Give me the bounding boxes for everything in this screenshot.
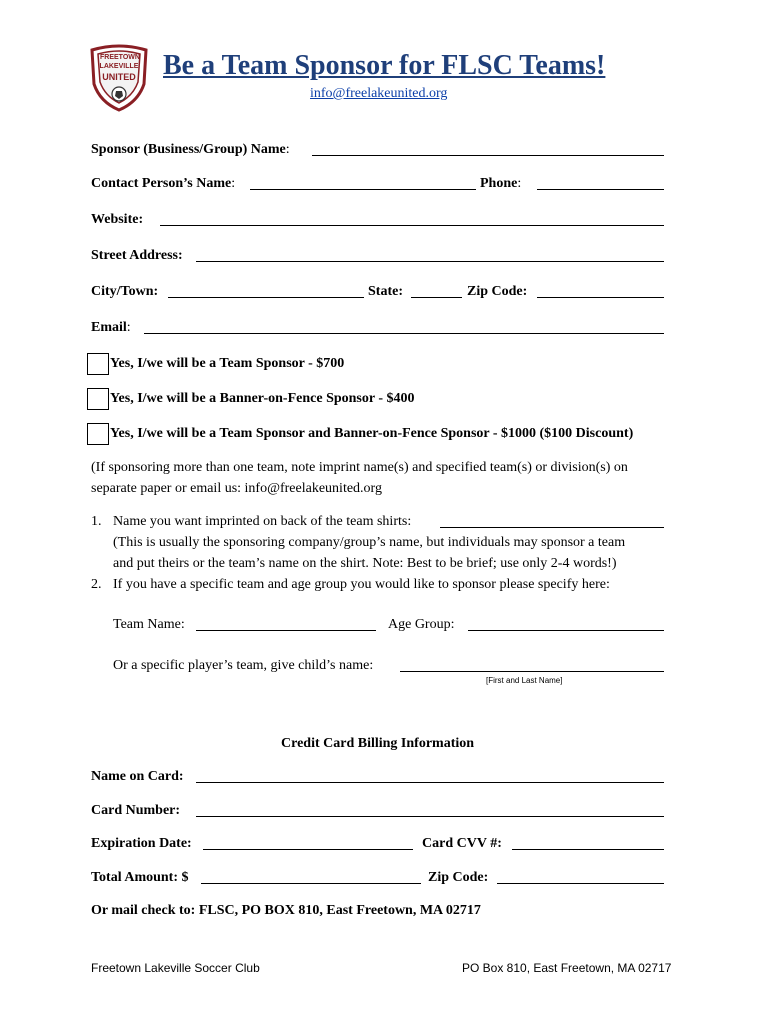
card-number-field[interactable] xyxy=(196,816,664,817)
contact-email-link[interactable]: info@freelakeunited.org xyxy=(310,86,448,101)
website-field[interactable] xyxy=(160,225,664,226)
email-label: Email: xyxy=(91,320,131,335)
phone-field[interactable] xyxy=(537,189,664,190)
state-field[interactable] xyxy=(411,297,462,298)
note-line-2: separate paper or email us: info@freelakeunited.org xyxy=(91,481,382,496)
email-field[interactable] xyxy=(144,333,664,334)
page-title: Be a Team Sponsor for FLSC Teams! xyxy=(163,50,606,81)
zip-code-field[interactable] xyxy=(537,297,664,298)
expiration-date-label: Expiration Date: xyxy=(91,836,192,851)
imprint-note-line-1: (This is usually the sponsoring company/group’s name, but individuals may sponsor a team xyxy=(113,535,626,550)
imprint-note-line-2: and put theirs or the team’s name on the shirt. Note: Best to be brief; use only 2-4 words!) xyxy=(113,556,617,571)
note-line-1: (If sponsoring more than one team, note imprint name(s) and specified team(s) or division(s) on xyxy=(91,460,628,475)
contact-name-label: Contact Person’s Name: xyxy=(91,176,236,191)
option-label-banner-sponsor: Yes, I/we will be a Banner-on-Fence Sponsor - $400 xyxy=(110,391,415,406)
zip-code-label: Zip Code: xyxy=(467,284,528,299)
child-name-label: Or a specific player’s team, give child’s name: xyxy=(113,658,374,673)
mail-check-text: Or mail check to: FLSC, PO BOX 810, East Freetown, MA 02717 xyxy=(91,903,481,918)
list-number-1: 1. xyxy=(91,514,102,529)
footer-address: PO Box 810, East Freetown, MA 02717 xyxy=(462,961,672,975)
card-number-label: Card Number: xyxy=(91,803,181,818)
age-group-field[interactable] xyxy=(468,630,664,631)
sponsor-name-label: Sponsor (Business/Group) Name: xyxy=(91,142,290,157)
phone-label: Phone: xyxy=(480,176,522,191)
list-number-2: 2. xyxy=(91,577,102,592)
card-cvv-field[interactable] xyxy=(512,849,664,850)
city-field[interactable] xyxy=(168,297,364,298)
billing-zip-field[interactable] xyxy=(497,883,664,884)
team-name-field[interactable] xyxy=(196,630,376,631)
option-label-combined-sponsor: Yes, I/we will be a Team Sponsor and Banner-on-Fence Sponsor - $1000 ($100 Discount) xyxy=(110,426,634,441)
card-name-field[interactable] xyxy=(196,782,664,783)
specific-team-text: If you have a specific team and age group you would like to sponsor please specify here: xyxy=(113,577,610,592)
footer-club-name: Freetown Lakeville Soccer Club xyxy=(91,961,260,975)
city-label: City/Town: xyxy=(91,284,159,299)
imprint-name-label: Name you want imprinted on back of the team shirts: xyxy=(113,514,412,529)
billing-heading: Credit Card Billing Information xyxy=(281,736,475,751)
logo-text-mid: LAKEVILLE xyxy=(99,63,139,70)
club-logo xyxy=(88,44,150,112)
total-amount-field[interactable] xyxy=(201,883,421,884)
child-name-field[interactable] xyxy=(400,671,664,672)
sponsor-name-field[interactable] xyxy=(312,155,664,156)
option-label-team-sponsor: Yes, I/we will be a Team Sponsor - $700 xyxy=(110,356,345,371)
expiration-date-field[interactable] xyxy=(203,849,413,850)
website-label: Website: xyxy=(91,212,144,227)
total-amount-label: Total Amount: $ xyxy=(91,870,189,885)
street-address-field[interactable] xyxy=(196,261,664,262)
imprint-name-field[interactable] xyxy=(440,527,664,528)
street-address-label: Street Address: xyxy=(91,248,183,263)
option-checkbox-banner-sponsor[interactable] xyxy=(87,388,109,410)
logo-text-bottom: UNITED xyxy=(102,72,136,82)
logo-text-top: FREETOWN xyxy=(100,54,140,61)
option-checkbox-combined-sponsor[interactable] xyxy=(87,423,109,445)
state-label: State: xyxy=(368,284,403,299)
team-name-label: Team Name: xyxy=(113,617,185,632)
age-group-label: Age Group: xyxy=(388,617,455,632)
card-name-label: Name on Card: xyxy=(91,769,184,784)
contact-name-field[interactable] xyxy=(250,189,476,190)
billing-zip-label: Zip Code: xyxy=(428,870,489,885)
child-name-hint: [First and Last Name] xyxy=(486,676,563,685)
card-cvv-label: Card CVV #: xyxy=(422,836,502,851)
option-checkbox-team-sponsor[interactable] xyxy=(87,353,109,375)
